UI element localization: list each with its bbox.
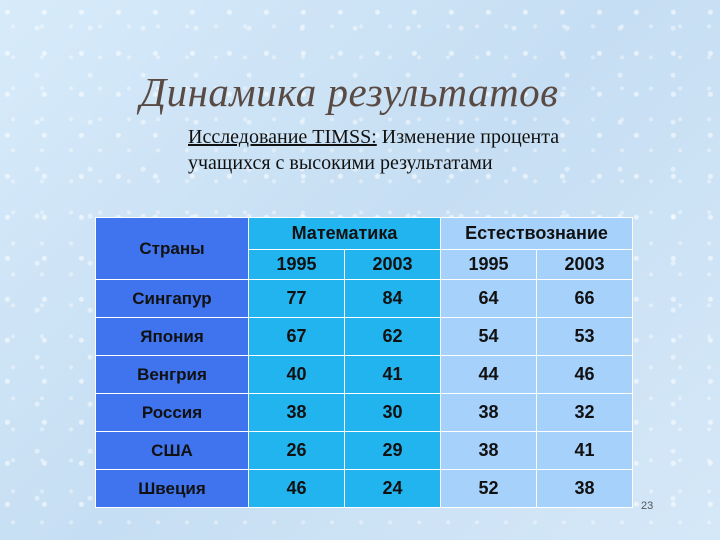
value-cell: 46 — [537, 356, 633, 394]
study-link[interactable]: Исследование TIMSS: — [188, 126, 377, 148]
country-cell: Россия — [96, 394, 249, 432]
table-row — [96, 318, 633, 356]
slide-subtitle — [188, 124, 559, 176]
header-year: 1995 — [249, 250, 345, 280]
table-row — [96, 394, 633, 432]
header-math: Математика — [249, 218, 441, 250]
country-cell: Япония — [96, 318, 249, 356]
value-cell: 44 — [441, 356, 537, 394]
value-cell: 26 — [249, 432, 345, 470]
value-cell: 66 — [537, 280, 633, 318]
subtitle-text: Изменение процента — [376, 126, 560, 148]
value-cell: 38 — [249, 394, 345, 432]
results-table — [95, 217, 633, 508]
value-cell: 46 — [249, 470, 345, 508]
table-header-row — [96, 218, 633, 250]
value-cell: 30 — [345, 394, 441, 432]
value-cell: 54 — [441, 318, 537, 356]
header-science: Естествознание — [441, 218, 633, 250]
value-cell: 84 — [345, 280, 441, 318]
value-cell: 32 — [537, 394, 633, 432]
header-year: 1995 — [441, 250, 537, 280]
subtitle-line-2: учащихся с высокими результатами — [188, 152, 493, 174]
value-cell: 38 — [441, 432, 537, 470]
value-cell: 77 — [249, 280, 345, 318]
country-cell: Сингапур — [96, 280, 249, 318]
value-cell: 41 — [537, 432, 633, 470]
header-country: Страны — [96, 218, 249, 280]
value-cell: 38 — [537, 470, 633, 508]
country-cell: Швеция — [96, 470, 249, 508]
country-cell: США — [96, 432, 249, 470]
page-number: 23 — [641, 500, 654, 512]
value-cell: 62 — [345, 318, 441, 356]
value-cell: 38 — [441, 394, 537, 432]
value-cell: 52 — [441, 470, 537, 508]
header-year: 2003 — [345, 250, 441, 280]
header-year: 2003 — [537, 250, 633, 280]
table-row — [96, 470, 633, 508]
slide-title: Динамика результатов — [140, 69, 559, 115]
value-cell: 67 — [249, 318, 345, 356]
value-cell: 41 — [345, 356, 441, 394]
table-row — [96, 356, 633, 394]
table-row — [96, 280, 633, 318]
value-cell: 53 — [537, 318, 633, 356]
value-cell: 40 — [249, 356, 345, 394]
value-cell: 29 — [345, 432, 441, 470]
table-row — [96, 432, 633, 470]
value-cell: 64 — [441, 280, 537, 318]
value-cell: 24 — [345, 470, 441, 508]
country-cell: Венгрия — [96, 356, 249, 394]
